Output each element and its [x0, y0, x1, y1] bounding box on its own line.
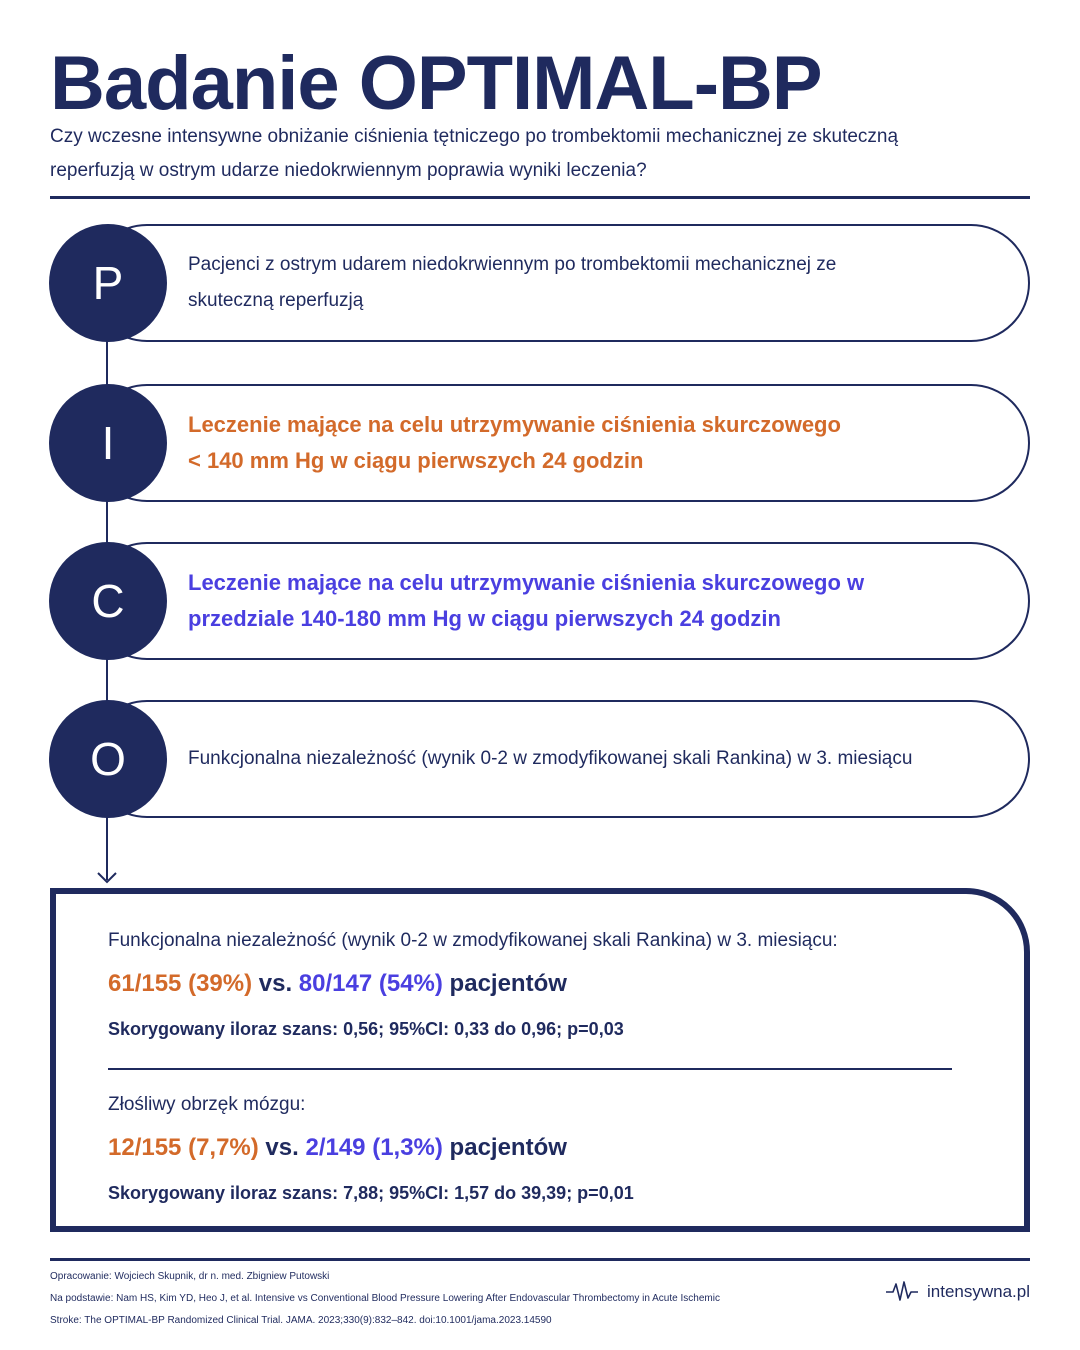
pico-population-text: [188, 247, 1008, 319]
pico-text-line: Funkcjonalna niezależność (wynik 0-2 w zmodyfikowanej skali Rankina) w 3. miesiącu: [188, 748, 913, 769]
results-divider: [108, 1068, 952, 1070]
heartbeat-icon: [885, 1280, 919, 1304]
pico-comparison-text: [188, 565, 1008, 637]
pico-letter-c: C: [49, 542, 167, 660]
footer-source: Na podstawie: Nam HS, Kim YD, Heo J, et al. Intensive vs Conventional Blood Pressure Lowering After Endovascular Thrombectomy in Acute Ischemic: [50, 1293, 720, 1304]
pico-outcome-text: [188, 741, 1008, 777]
pico-text-line: Pacjenci z ostrym udarem niedokrwiennym po trombektomii mechanicznej ze: [188, 254, 837, 275]
results-box: [50, 888, 1030, 1232]
intervention-value: 61/155 (39%): [108, 970, 253, 997]
footer-divider: [50, 1258, 1030, 1261]
brand-logo[interactable]: [885, 1280, 1030, 1304]
page-title: Badanie OPTIMAL-BP: [50, 41, 822, 126]
pico-letter-i: I: [49, 384, 167, 502]
vs-label: vs.: [258, 1134, 306, 1161]
pico-intervention-text: [188, 407, 1008, 479]
pico-outcome-card: [88, 700, 1030, 818]
footer-authors: Opracowanie: Wojciech Skupnik, dr n. med. Zbigniew Putowski: [50, 1271, 330, 1282]
pico-population-card: [88, 224, 1030, 342]
secondary-outcome-result: [108, 1092, 968, 1206]
pico-letter-p: P: [49, 224, 167, 342]
vs-label: vs.: [252, 970, 299, 997]
footer-credits: [50, 1266, 850, 1332]
result-statistics: Skorygowany iloraz szans: 7,88; 95%CI: 1,57 do 39,39; p=0,01: [108, 1183, 634, 1203]
pico-text-line: skuteczną reperfuzją: [188, 290, 364, 311]
pico-comparison-card: [88, 542, 1030, 660]
subtitle-line: reperfuzją w ostrym udarze niedokrwiennym poprawia wyniki leczenia?: [50, 160, 647, 181]
pico-text-line: Leczenie mające na celu utrzymywanie ciśnienia skurczowego: [188, 412, 841, 437]
result-values: [108, 1132, 968, 1164]
control-value: 2/149 (1,3%): [305, 1134, 443, 1161]
intervention-value: 12/155 (7,7%): [108, 1134, 259, 1161]
pico-text-line: < 140 mm Hg w ciągu pierwszych 24 godzin: [188, 448, 644, 473]
pico-text-line: przedziale 140-180 mm Hg w ciągu pierwszych 24 godzin: [188, 606, 781, 631]
subtitle-line: Czy wczesne intensywne obniżanie ciśnienia tętniczego po trombektomii mechanicznej ze skuteczną: [50, 126, 899, 147]
unit-label: pacjentów: [442, 1134, 567, 1161]
primary-outcome-result: [108, 928, 968, 1042]
pico-letter-o: O: [49, 700, 167, 818]
header-divider: [50, 196, 1030, 199]
control-value: 80/147 (54%): [298, 970, 443, 997]
result-label: Złośliwy obrzęk mózgu:: [108, 1094, 306, 1115]
footer-source: Stroke: The OPTIMAL-BP Randomized Clinical Trial. JAMA. 2023;330(9):832–842. doi:10.1001/jama.2023.14590: [50, 1315, 552, 1326]
result-label: Funkcjonalna niezależność (wynik 0-2 w zmodyfikowanej skali Rankina) w 3. miesiącu:: [108, 930, 838, 951]
page-subtitle: [50, 120, 1030, 188]
brand-name: intensywna.pl: [926, 1282, 1030, 1301]
pico-intervention-card: [88, 384, 1030, 502]
arrow-down-icon: [97, 872, 117, 884]
result-statistics: Skorygowany iloraz szans: 0,56; 95%CI: 0,33 do 0,96; p=0,03: [108, 1019, 624, 1039]
result-values: [108, 968, 968, 1000]
unit-label: pacjentów: [442, 970, 567, 997]
pico-text-line: Leczenie mające na celu utrzymywanie ciśnienia skurczowego w: [188, 570, 865, 595]
